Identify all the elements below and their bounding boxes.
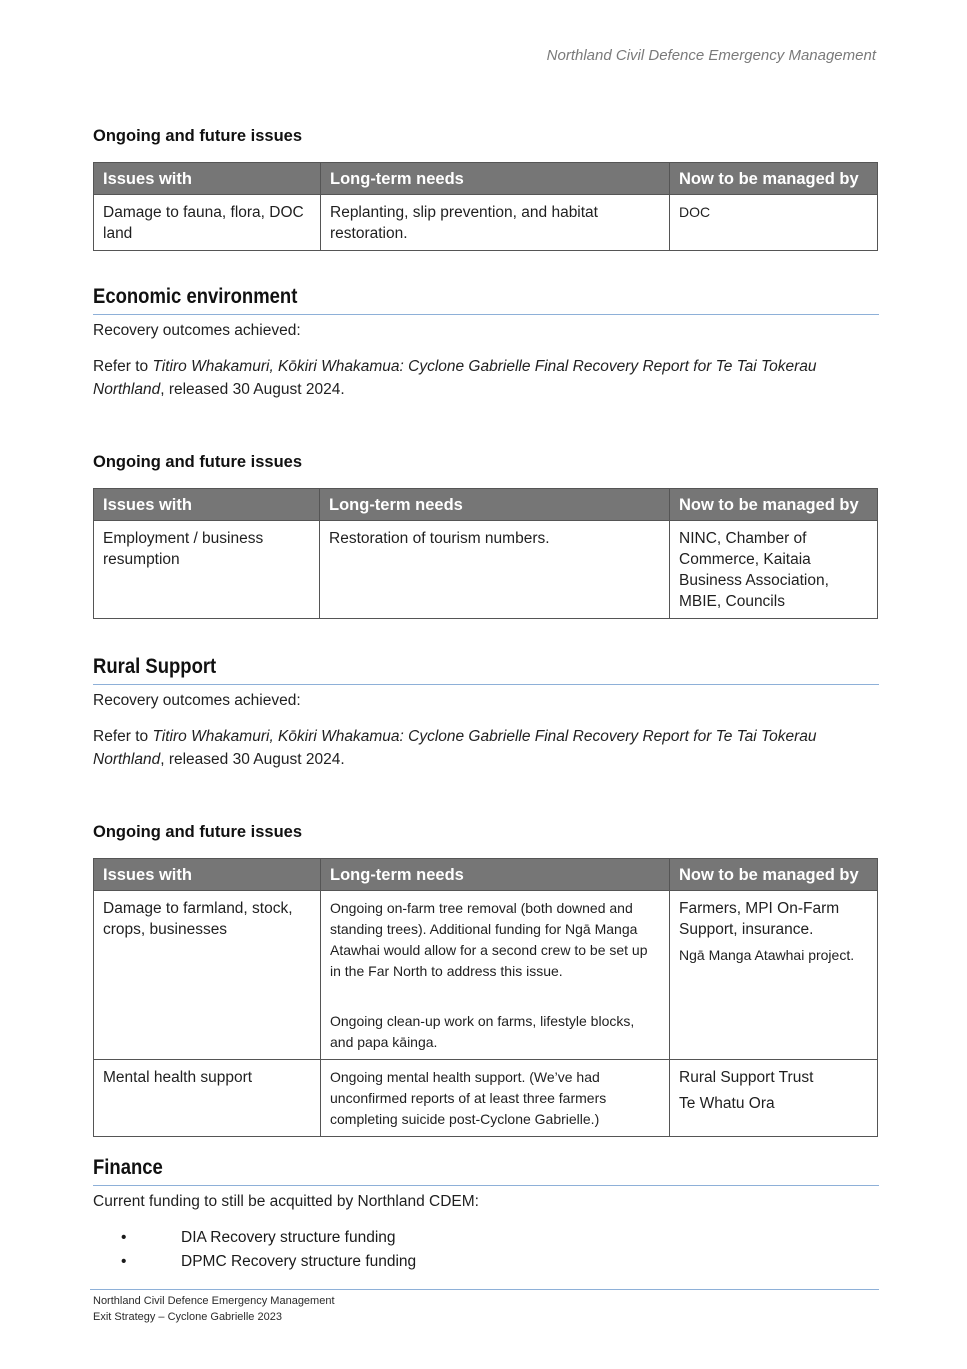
heading-text: Economic environment (93, 285, 298, 308)
heading-rule (93, 1185, 879, 1186)
table-row (94, 195, 878, 251)
refer-suffix: , released 30 August 2024. (160, 381, 345, 398)
report-title: Titiro Whakamuri, Kōkiri Whakamua: Cyclone Gabrielle Final Recovery Report for Te Tai Tokerau Northland (93, 728, 817, 768)
cell-needs: Replanting, slip prevention, and habitat restoration. (321, 195, 670, 251)
table-header-row (94, 163, 878, 195)
table-row (94, 1060, 878, 1137)
refer-prefix: Refer to (93, 728, 153, 745)
rural-heading (93, 655, 877, 679)
table-row (94, 891, 878, 1060)
cell-managed: DOC (670, 195, 878, 251)
table-row (94, 521, 878, 619)
report-title: Titiro Whakamuri, Kōkiri Whakamua: Cyclone Gabrielle Final Recovery Report for Te Tai Tokerau Northland (93, 358, 817, 398)
table-header-row (94, 489, 878, 521)
col-header-needs: Long-term needs (320, 489, 670, 521)
col-header-needs: Long-term needs (321, 859, 670, 891)
heading-text: Rural Support (93, 655, 217, 678)
col-header-issues: Issues with (94, 163, 321, 195)
col-header-managed: Now to be managed by (670, 859, 878, 891)
economic-heading (93, 285, 877, 309)
managed-paragraph: Ngā Manga Atawhai project. (679, 947, 855, 963)
footer-rule (90, 1289, 879, 1290)
heading-text: Finance (93, 1156, 163, 1179)
col-header-managed: Now to be managed by (670, 163, 878, 195)
economic-issues-subheading (93, 453, 877, 472)
economic-issues-table (93, 488, 878, 619)
list-item: • DPMC Recovery structure funding (93, 1250, 416, 1274)
needs-paragraph: Ongoing on-farm tree removal (both downed and standing trees). Additional funding for Ngā Manga Atawhai would allow for a second crew to be set up in the Far North to address this issue. (330, 900, 648, 979)
economic-refer-paragraph (93, 355, 883, 401)
list-item: • DIA Recovery structure funding (93, 1226, 416, 1250)
rural-issues-table (93, 858, 878, 1137)
table-header-row (94, 859, 878, 891)
finance-bullet-list (93, 1226, 416, 1274)
managed-paragraph: Te Whatu Ora (679, 1095, 775, 1112)
finance-intro: Current funding to still be acquitted by Northland CDEM: (93, 1193, 479, 1210)
needs-paragraph: Ongoing clean-up work on farms, lifestyle blocks, and papa kāinga. (330, 1013, 635, 1050)
rural-refer-paragraph (93, 725, 883, 771)
cell-managed: NINC, Chamber of Commerce, Kaitaia Business Association, MBIE, Councils (670, 521, 878, 619)
natural-issues-table (93, 162, 878, 251)
col-header-issues: Issues with (94, 489, 320, 521)
col-header-issues: Issues with (94, 859, 321, 891)
page-footer (93, 1293, 335, 1325)
cell-issue: Employment / business resumption (94, 521, 320, 619)
rural-issues-subheading (93, 823, 877, 842)
col-header-needs: Long-term needs (321, 163, 670, 195)
subheading-text: Ongoing and future issues (93, 823, 303, 841)
subheading-text: Ongoing and future issues (93, 453, 303, 471)
rural-outcomes-label: Recovery outcomes achieved: (93, 692, 301, 709)
cell-issue: Damage to farmland, stock, crops, businesses (94, 891, 321, 1060)
managed-paragraph: Farmers, MPI On-Farm Support, insurance. (679, 900, 840, 938)
managed-paragraph: Rural Support Trust (679, 1069, 814, 1086)
footer-line: Exit Strategy – Cyclone Gabrielle 2023 (93, 1311, 282, 1323)
heading-rule (93, 314, 879, 315)
cell-managed (670, 891, 878, 1060)
economic-outcomes-label: Recovery outcomes achieved: (93, 322, 301, 339)
subheading-text: Ongoing and future issues (93, 127, 303, 145)
col-header-managed: Now to be managed by (670, 489, 878, 521)
cell-issue: Damage to fauna, flora, DOC land (94, 195, 321, 251)
natural-issues-subheading (93, 127, 877, 146)
finance-heading (93, 1156, 877, 1180)
cell-managed (670, 1060, 878, 1137)
refer-suffix: , released 30 August 2024. (160, 751, 345, 768)
cell-needs (321, 891, 670, 1060)
cell-needs: Ongoing mental health support. (We’ve had unconfirmed reports of at least three farmers completing suicide post-Cyclone Gabrielle.) (321, 1060, 670, 1137)
cell-needs: Restoration of tourism numbers. (320, 521, 670, 619)
heading-rule (93, 684, 879, 685)
refer-prefix: Refer to (93, 358, 153, 375)
page-header: Northland Civil Defence Emergency Management (546, 47, 876, 64)
footer-line: Northland Civil Defence Emergency Management (93, 1295, 335, 1307)
cell-issue: Mental health support (94, 1060, 321, 1137)
